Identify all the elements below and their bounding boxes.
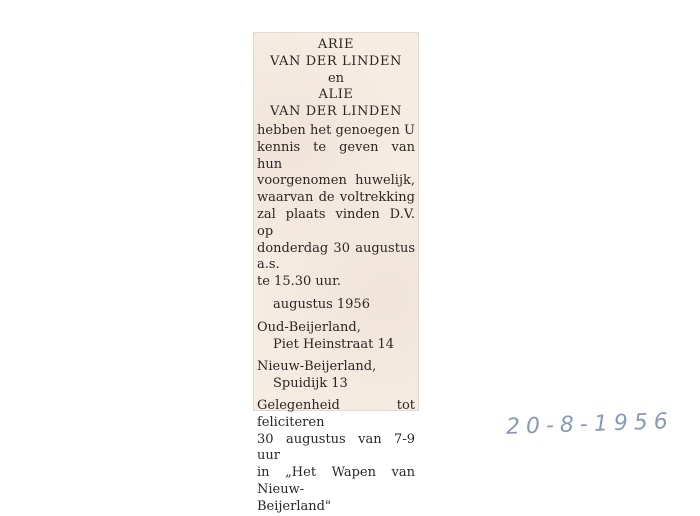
address-2-street: Spuidijk 13: [273, 376, 348, 392]
body-line: hebben het genoegen U: [257, 122, 415, 138]
groom-first-name: ARIE: [317, 37, 355, 52]
handwritten-date: 20-8-1956: [505, 409, 675, 440]
address-2-place: Nieuw-Beijerland,: [257, 359, 377, 375]
felicitation-line: Gelegenheid tot feliciteren: [257, 397, 415, 430]
body-line: zal plaats vinden D.V. op: [257, 206, 415, 239]
felicitation-info: [257, 398, 415, 516]
groom-last-name: VAN DER LINDEN: [269, 53, 403, 69]
announcement-date: augustus 1956: [273, 296, 370, 312]
body-line: kennis te geven van hun: [257, 139, 415, 172]
address-1-street: Piet Heinstraat 14: [273, 336, 395, 352]
bride-last-name: VAN DER LINDEN: [269, 104, 403, 120]
body-line: waarvan de voltrekking: [257, 190, 415, 206]
body-line: voorgenomen huwelijk,: [257, 173, 415, 189]
body-line: te 15.30 uur.: [257, 274, 342, 290]
felicitation-line: 30 augustus van 7-9 uur: [257, 431, 415, 464]
body-line: donderdag 30 augustus a.s.: [257, 240, 415, 273]
conjunction: en: [327, 70, 345, 86]
newspaper-clipping: [254, 33, 418, 514]
felicitation-line: Beijerland": [257, 498, 331, 514]
felicitation-line: in „Het Wapen van Nieuw-: [257, 465, 415, 497]
announcement-body: [257, 123, 415, 291]
address-2: [257, 359, 415, 393]
address-1: [257, 320, 415, 354]
bride-first-name: ALIE: [318, 87, 354, 103]
address-1-place: Oud-Beijerland,: [257, 319, 361, 335]
